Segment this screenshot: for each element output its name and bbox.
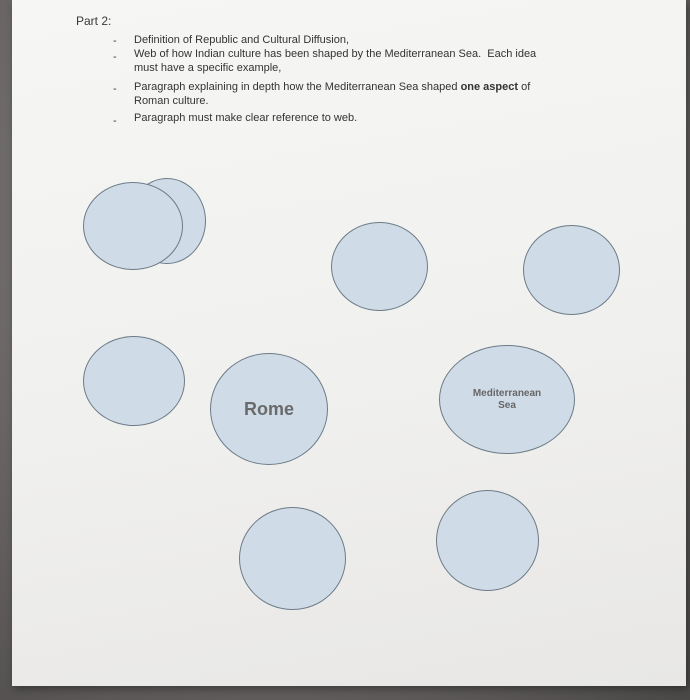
part-heading: Part 2: [76, 14, 112, 28]
rome-label: Rome [243, 398, 294, 419]
bullet-line: must have a specific example, [134, 62, 282, 74]
bullet-line [134, 80, 604, 94]
bullet-dash: - [113, 115, 117, 127]
bullet-dash: - [113, 35, 117, 47]
bullet-line: Paragraph must make clear reference to web. [134, 112, 358, 124]
bullet-text-bold: one aspect [460, 81, 519, 93]
bullet-definition [134, 33, 604, 47]
web-bubble [436, 490, 539, 591]
bullet-dash: - [113, 83, 117, 95]
bullet-line: Definition of Republic and Cultural Diffusion, [134, 34, 350, 46]
web-bubble [83, 182, 183, 270]
bullet-reference [134, 111, 604, 125]
bullet-web [134, 47, 604, 75]
bullet-text-suffix: of [518, 81, 531, 93]
mediterranean-sea-label: Mediterranean Sea [472, 387, 542, 411]
rome-bubble [210, 353, 328, 465]
web-bubble [331, 222, 428, 311]
bullet-line: Roman culture. [134, 95, 209, 107]
web-bubble [523, 225, 620, 315]
web-bubble [239, 507, 346, 610]
mediterranean-sea-bubble [439, 345, 575, 454]
bullet-paragraph [134, 80, 604, 108]
bullet-line: Web of how Indian culture has been shaped by the Mediterranean Sea. Each idea [134, 48, 537, 60]
bullet-dash: - [113, 51, 117, 63]
web-bubble [83, 336, 185, 426]
bullet-text-prefix: Paragraph explaining in depth how the Mediterranean Sea shaped [134, 81, 461, 93]
